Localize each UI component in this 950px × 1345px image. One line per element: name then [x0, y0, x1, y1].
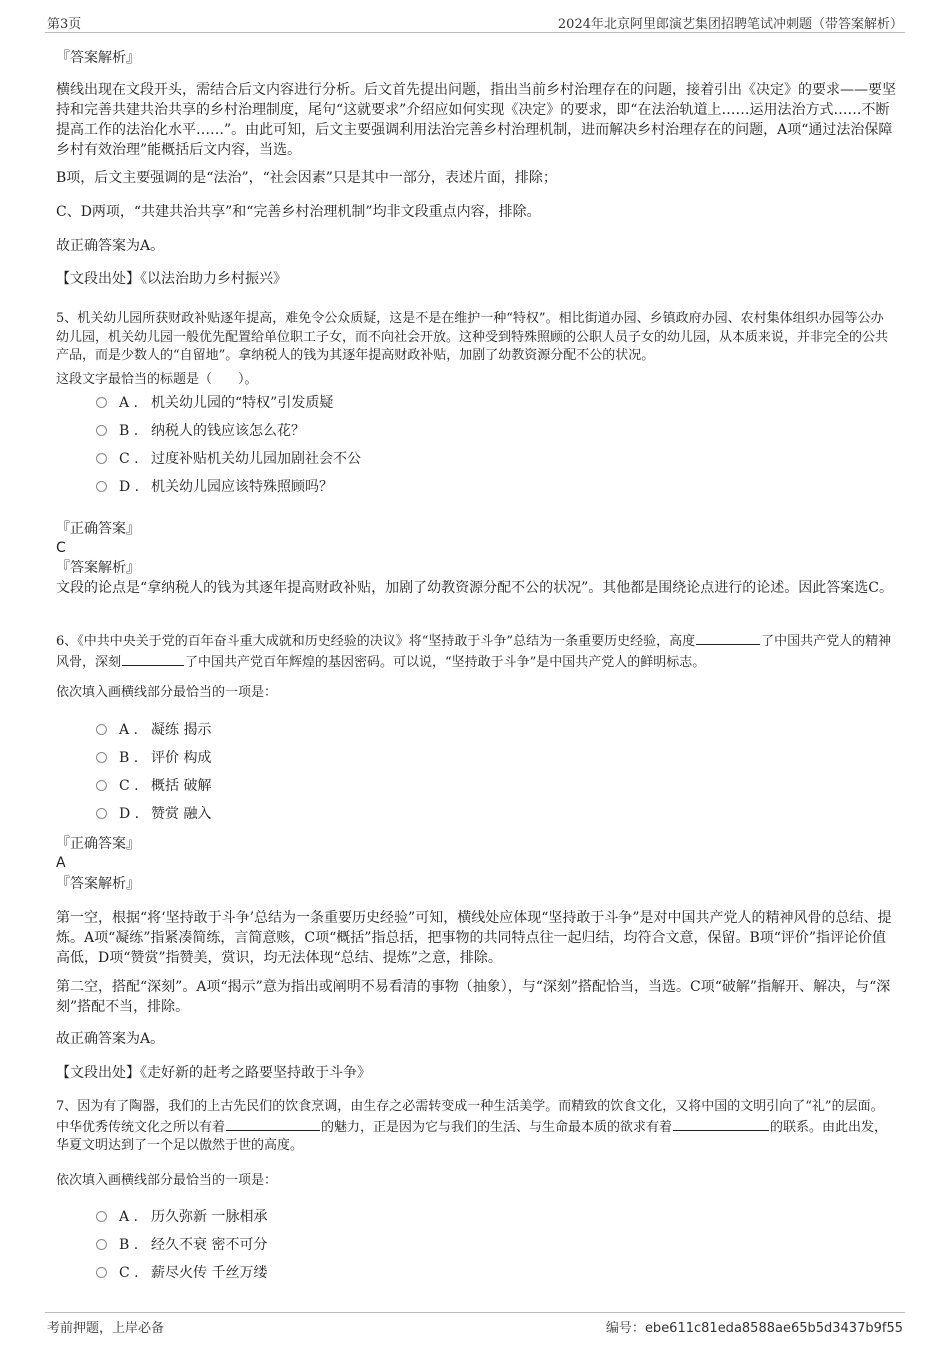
- q4-source-text: 《以法治助力乡村振兴》: [140, 271, 287, 287]
- q5-analysis: 文段的论点是“拿纳税人的钱为其逐年提高财政补贴，加剧了幼教资源分配不公的状况”。其他都是围绕论点进行的论述。因此答案选C。: [56, 580, 894, 596]
- q4-analysis-label: 『答案解析』: [56, 50, 140, 66]
- q5-option-b[interactable]: B . 纳税人的钱应该怎么花？: [96, 421, 305, 441]
- q6-analysis-label: 『答案解析』: [56, 876, 140, 892]
- q4-analysis-paragraph-2: B项，后文主要强调的是“法治”，“社会因素”只是其中一部分，表述片面，排除；: [56, 170, 557, 186]
- q5-option-c[interactable]: C . 过度补贴机关幼儿园加剧社会不公: [96, 449, 361, 469]
- radio-button-icon[interactable]: [96, 453, 107, 464]
- page-header: [45, 10, 905, 33]
- q6-answer-statement: 故正确答案为A。: [56, 1031, 165, 1047]
- q4-analysis-paragraph-3: C、D两项，“共建共治共享”和“完善乡村治理机制”均非文段重点内容，排除。: [56, 204, 541, 220]
- q4-source: [56, 269, 896, 289]
- radio-button-icon[interactable]: [96, 425, 107, 436]
- radio-button-icon[interactable]: [96, 397, 107, 408]
- q7-option-c[interactable]: C . 薪尽火传 千丝万缕: [96, 1263, 267, 1283]
- radio-button-icon[interactable]: [96, 1267, 107, 1278]
- q5-answer-label: 『正确答案』: [56, 521, 140, 537]
- radio-button-icon[interactable]: [96, 1239, 107, 1250]
- q6-option-a[interactable]: A . 凝练 揭示: [96, 720, 211, 740]
- q6-analysis-paragraph-2: 第二空，搭配“深刻”。A项“揭示”意为指出或阐明不易看清的事物（抽象），与“深刻”搭配恰当，当选。C项“破解”指解开、解决，与“深刻”搭配不当，排除。: [56, 979, 891, 1015]
- q5-question: 这段文字最恰当的标题是（ ）。: [56, 372, 258, 387]
- q5-stem: 5、机关幼儿园所获财政补贴逐年提高，难免令公众质疑，这是不是在维护一种“特权”。相比街道办园、乡镇政府办园、农村集体组织办园等公办幼儿园，机关幼儿园一般优先配置给单位职工子女，而不向社会开放。这种受到特殊照顾的公职人员子女的幼儿园，从本质来说，并非完全的公共产品，而是少数人的“自留地”。拿纳税人的钱为其逐年提高财政补贴，加剧了幼教资源分配不公的状况。: [56, 311, 889, 363]
- radio-button-icon[interactable]: [96, 481, 107, 492]
- q4-source-label: 【文段出处】: [56, 271, 140, 287]
- blank-2: [673, 1117, 769, 1131]
- page-footer: [45, 1312, 905, 1339]
- q6-option-c[interactable]: C . 概括 破解: [96, 776, 211, 796]
- q5-answer: C: [56, 540, 66, 556]
- q7-option-a[interactable]: A . 历久弥新 一脉相承: [96, 1207, 267, 1227]
- q6-source-label: 【文段出处】: [56, 1065, 140, 1081]
- radio-button-icon[interactable]: [96, 724, 107, 735]
- q4-analysis-paragraph-1: 横线出现在文段开头，需结合后文内容进行分析。后文首先提出问题，指出当前乡村治理存在的问题，接着引出《决定》的要求——要坚持和完善共建共治共享的乡村治理制度，尾句“这就要求”介绍应如何实现《决定》的要求，即“在法治轨道上……运用法治方式……不断提高工作的法治化水平……”。由此可知，后文主要强调利用法治完善乡村治理机制，进而解决乡村治理存在的问题，A项“通过法治保障乡村有效治理”能概括后文内容，当选。: [56, 82, 896, 158]
- q7-question: 依次填入画横线部分最恰当的一项是：: [56, 1173, 278, 1188]
- radio-button-icon[interactable]: [96, 808, 107, 819]
- q6-option-d[interactable]: D . 赞赏 融入: [96, 804, 211, 824]
- q6-analysis-paragraph-1: 第一空，根据“将‘坚持敢于斗争’总结为一条重要历史经验”可知，横线处应体现“坚持敢于斗争”是对中国共产党人的精神风骨的总结、提炼。A项“凝练”指紧凑简练，言简意赅，C项“概括”指总括，把事物的共同特点往一起归结，均符合文意，保留。B项“评价”指评论价值高低，D项“赞赏”指赞美，赏识，均无法体现“总结、提炼”之意，排除。: [56, 910, 892, 966]
- q5-option-a[interactable]: A . 机关幼儿园的“特权”引发质疑: [96, 393, 333, 413]
- q6-option-b[interactable]: B . 评价 构成: [96, 748, 211, 768]
- q7-option-b[interactable]: B . 经久不衰 密不可分: [96, 1235, 267, 1255]
- q7-stem: 7、因为有了陶器，我们的上古先民们的饮食烹调，由生存之必需转变成一种生活美学。而精致的饮食文化，又将中国的文明引向了“礼”的层面。中华优秀传统文化之所以有着 的魅力，正是因为它与我们的生活、与生命最本质的欲求有着 的联系。由此出发，华夏文明达到了一个足以傲然于世的高度。: [56, 1099, 888, 1153]
- blank-2: [122, 652, 184, 666]
- document-title: 2024年北京阿里郎演艺集团招聘笔试冲刺题（带答案解析）: [557, 17, 903, 32]
- q4-answer-statement: 故正确答案为A。: [56, 238, 165, 254]
- radio-button-icon[interactable]: [96, 752, 107, 763]
- q6-source: [56, 1063, 896, 1083]
- q6-source-text: 《走好新的赶考之路要坚持敢于斗争》: [140, 1065, 371, 1081]
- radio-button-icon[interactable]: [96, 780, 107, 791]
- q6-answer-label: 『正确答案』: [56, 836, 140, 852]
- q5-option-d[interactable]: D . 机关幼儿园应该特殊照顾吗？: [96, 477, 333, 497]
- q5-analysis-label: 『答案解析』: [56, 560, 140, 576]
- page-number: 第3页: [47, 17, 82, 32]
- q6-answer: A: [56, 855, 66, 871]
- blank-1: [226, 1117, 320, 1131]
- footer-slogan: 考前押题，上岸必备: [47, 1321, 165, 1336]
- document-code: 编号：ebe611c81eda8588ae65b5d3437b9f55: [605, 1321, 903, 1336]
- blank-1: [696, 631, 760, 645]
- radio-button-icon[interactable]: [96, 1211, 107, 1222]
- q6-question: 依次填入画横线部分最恰当的一项是：: [56, 685, 278, 700]
- q6-stem: 6、《中共中央关于党的百年奋斗重大成就和历史经验的决议》将“坚持敢于斗争”总结为一条重要历史经验，高度 了中国共产党人的精神风骨，深刻 了中国共产党百年辉煌的基因密码。可以说，“坚持敢于斗争”是中国共产党人的鲜明标志。: [56, 631, 896, 672]
